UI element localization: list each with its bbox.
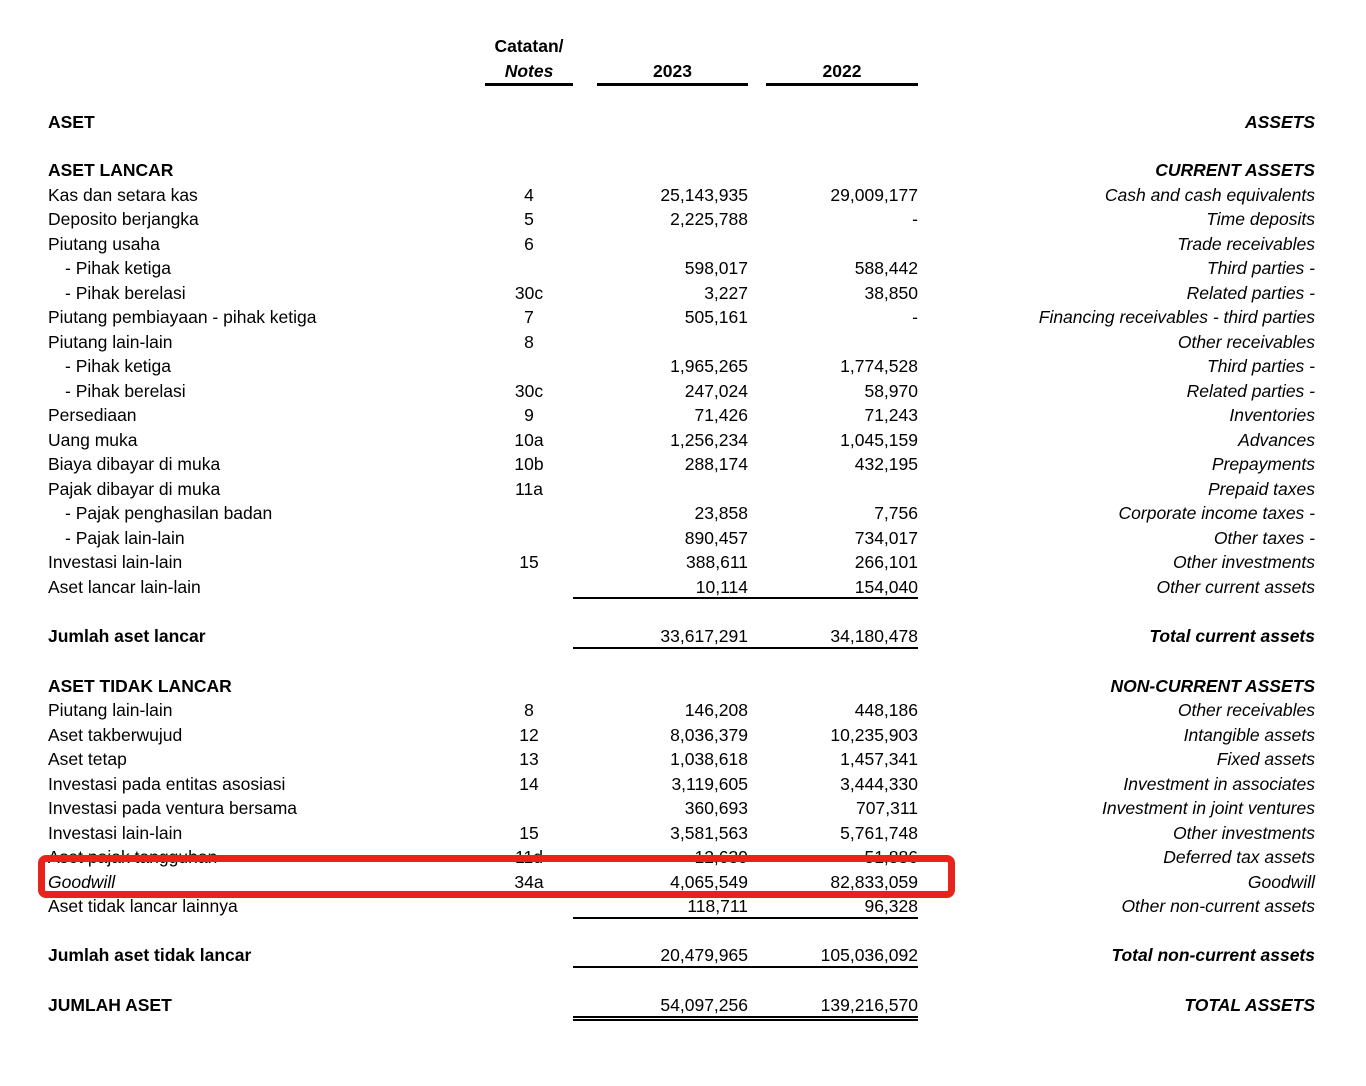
row-note-reference (485, 575, 573, 600)
spacer (485, 943, 573, 968)
row-note-reference: 34a (514, 871, 544, 892)
row-label-indonesian: - Pajak penghasilan badan (65, 503, 273, 523)
grand-total-label-english: TOTAL ASSETS (1184, 995, 1315, 1015)
row-value-2022: 448,186 (854, 700, 918, 720)
noncurrent-assets-rows (48, 698, 1315, 919)
row-value-2022: 38,850 (864, 282, 918, 303)
row-value-2022 (748, 477, 918, 502)
current-assets-heading-row (48, 158, 1315, 183)
table-row (48, 305, 1315, 330)
row-label-english: Corporate income taxes - (1118, 503, 1315, 523)
row-note-reference: 30c (514, 282, 544, 303)
spacer (918, 59, 1315, 86)
table-row (48, 379, 1315, 404)
row-note-reference: 8 (524, 700, 534, 720)
table-row (48, 796, 1315, 821)
row-value-2023: 71,426 (694, 405, 748, 425)
table-row (48, 575, 1315, 600)
row-label-indonesian: Investasi pada entitas asosiasi (48, 773, 286, 794)
row-label-english: Cash and cash equivalents (1104, 184, 1315, 205)
col-header-year-2023-cell (573, 59, 748, 86)
table-row (48, 845, 1315, 870)
row-note-reference: 11d (515, 847, 543, 867)
row-label-english: Trade receivables (1177, 233, 1315, 254)
row-value-2023: 288,174 (684, 454, 748, 474)
title-indonesian: ASET (48, 112, 95, 132)
row-label-indonesian: Aset lancar lain-lain (48, 576, 201, 597)
total-value-2023: 33,617,291 (573, 624, 748, 649)
column-header-row-1 (48, 33, 1315, 59)
row-note-reference (485, 894, 573, 919)
table-row (48, 747, 1315, 772)
row-label-indonesian: Deposito berjangka (48, 209, 199, 229)
row-value-2023: 146,208 (684, 700, 748, 720)
row-label-indonesian: - Pihak berelasi (65, 380, 186, 401)
row-value-2022: 707,311 (856, 798, 918, 818)
row-value-2023: 1,256,234 (670, 429, 748, 450)
row-note-reference: 14 (519, 773, 539, 794)
row-label-indonesian: - Pihak berelasi (65, 282, 186, 303)
row-value-2023: 25,143,935 (660, 184, 748, 205)
row-label-english: Intangible assets (1183, 724, 1315, 745)
row-label-english: Investment in associates (1123, 773, 1315, 794)
row-label-english: Prepayments (1211, 454, 1315, 474)
row-label-english: Fixed assets (1216, 749, 1315, 769)
total-label-english: Total current assets (1149, 626, 1315, 646)
table-row (48, 281, 1315, 306)
table-row (48, 550, 1315, 575)
row-label-indonesian: Kas dan setara kas (48, 184, 198, 205)
section-heading-indonesian: ASET TIDAK LANCAR (48, 675, 232, 696)
row-label-english: Advances (1238, 429, 1315, 450)
row-value-2022: 266,101 (854, 552, 918, 572)
row-value-2023: 2,225,788 (670, 209, 748, 229)
row-value-2022: 734,017 (854, 527, 918, 548)
row-value-2023: 247,024 (684, 380, 748, 401)
row-label-indonesian: Piutang pembiayaan - pihak ketiga (48, 307, 317, 327)
row-note-reference: 11a (515, 478, 543, 499)
spacer (748, 110, 918, 135)
row-value-2022: 96,328 (748, 894, 918, 919)
row-value-2022: 3,444,330 (840, 773, 918, 794)
table-row (48, 723, 1315, 748)
row-value-2022: 58,970 (864, 380, 918, 401)
spacer (485, 110, 573, 135)
title-english: ASSETS (1244, 112, 1315, 132)
row-value-2023: 890,457 (684, 527, 748, 548)
row-value-2022: 1,457,341 (840, 749, 918, 769)
row-label-indonesian: Uang muka (48, 429, 138, 450)
row-value-2022: 29,009,177 (830, 184, 918, 205)
row-label-indonesian: - Pihak ketiga (65, 356, 172, 376)
spacer (573, 158, 748, 183)
row-label-indonesian: Piutang lain-lain (48, 700, 173, 720)
row-note-reference: 9 (524, 405, 534, 425)
row-label-indonesian: Investasi pada ventura bersama (48, 798, 298, 818)
row-value-2022: 10,235,903 (830, 724, 918, 745)
row-note-reference (485, 256, 573, 281)
row-value-2022: 588,442 (854, 258, 918, 278)
statement-title-row (48, 110, 1315, 135)
spacer (748, 674, 918, 699)
row-value-2022: 1,045,159 (840, 429, 918, 450)
row-note-reference: 15 (519, 552, 539, 572)
total-label-english: Total non-current assets (1111, 945, 1315, 965)
row-label-indonesian: Piutang lain-lain (48, 331, 173, 352)
row-note-reference: 10a (514, 429, 544, 450)
row-label-indonesian: Aset tidak lancar lainnya (48, 896, 238, 916)
row-label-indonesian: Aset pajak tangguhan (48, 847, 218, 867)
row-label-english: Other investments (1173, 552, 1315, 572)
row-value-2023: 3,581,563 (670, 822, 748, 843)
current-assets-rows (48, 183, 1315, 600)
row-note-reference (485, 526, 573, 551)
table-row (48, 452, 1315, 477)
row-label-english: Goodwill (1247, 871, 1315, 892)
row-label-english: Third parties - (1207, 258, 1315, 278)
row-label-english: Related parties - (1186, 380, 1315, 401)
row-label-english: Related parties - (1186, 282, 1315, 303)
col-header-notes: Notes (485, 59, 573, 86)
noncurrent-assets-heading-row (48, 674, 1315, 699)
row-label-indonesian: - Pajak lain-lain (65, 527, 185, 548)
row-label-english: Other current assets (1156, 576, 1315, 597)
row-label-english: Other investments (1173, 822, 1315, 843)
row-note-reference: 5 (524, 209, 534, 229)
row-label-english: Financing receivables - third parties (1038, 307, 1315, 327)
section-heading-english: CURRENT ASSETS (1155, 160, 1315, 180)
row-label-english: Other taxes - (1213, 527, 1315, 548)
section-heading-english: NON-CURRENT ASSETS (1110, 675, 1315, 696)
row-value-2023: 505,161 (684, 307, 748, 327)
row-value-2023 (573, 330, 748, 355)
row-value-2023: 118,711 (573, 894, 748, 919)
table-row (48, 330, 1315, 355)
row-value-2023: 3,227 (704, 282, 748, 303)
row-label-indonesian: Biaya dibayar di muka (48, 454, 221, 474)
row-value-2022: 432,195 (854, 454, 918, 474)
row-value-2022: 5,761,748 (840, 822, 918, 843)
col-header-year-2022-cell (748, 59, 918, 86)
total-noncurrent-assets-row (48, 943, 1315, 968)
total-value-2022: 105,036,092 (748, 943, 918, 968)
spacer (573, 674, 748, 699)
table-row (48, 183, 1315, 208)
row-value-2023: 4,065,549 (670, 871, 748, 892)
total-current-assets-row (48, 624, 1315, 649)
row-note-reference: 7 (524, 307, 534, 327)
col-header-2023: 2023 (597, 59, 748, 86)
row-value-2023: 3,119,605 (671, 773, 748, 794)
grand-total-label-indonesian: JUMLAH ASET (48, 995, 172, 1015)
spacer (573, 33, 748, 59)
row-value-2023: 10,114 (573, 575, 748, 600)
table-row (48, 870, 1315, 895)
row-value-2023: 1,038,618 (670, 749, 748, 769)
row-label-english: Investment in joint ventures (1101, 798, 1315, 818)
row-note-reference: 12 (519, 724, 539, 745)
row-label-english: Deferred tax assets (1163, 847, 1315, 867)
spacer (485, 993, 573, 1018)
row-note-reference: 10b (514, 454, 544, 474)
row-value-2023: 388,611 (686, 552, 748, 572)
row-label-english: Third parties - (1207, 356, 1315, 376)
row-label-indonesian: - Pihak ketiga (65, 258, 172, 278)
row-label-english: Other receivables (1177, 331, 1315, 352)
row-note-reference: 8 (524, 331, 534, 352)
row-value-2023: 598,017 (684, 258, 748, 278)
spacer (573, 110, 748, 135)
table-row (48, 501, 1315, 526)
row-label-indonesian: Aset tetap (48, 749, 127, 769)
table-row (48, 403, 1315, 428)
table-row (48, 821, 1315, 846)
row-value-2022: 82,833,059 (830, 871, 918, 892)
row-value-2023 (573, 232, 748, 257)
table-row (48, 428, 1315, 453)
grand-total-value-2023: 54,097,256 (573, 993, 748, 1018)
row-value-2022: 51,886 (864, 847, 918, 867)
row-label-indonesian: Investasi lain-lain (48, 552, 183, 572)
row-label-english: Other non-current assets (1121, 896, 1315, 916)
row-value-2023: 8,036,379 (670, 724, 748, 745)
row-value-2022: - (912, 307, 918, 327)
row-value-2022 (748, 330, 918, 355)
row-value-2023: 360,693 (684, 798, 748, 818)
table-row (48, 256, 1315, 281)
table-row (48, 354, 1315, 379)
spacer (48, 59, 485, 86)
spacer (918, 33, 1315, 59)
row-value-2022: - (912, 209, 918, 229)
spacer (485, 674, 573, 699)
row-value-2022: 1,774,528 (840, 356, 918, 376)
row-note-reference: 30c (514, 380, 544, 401)
spacer (485, 158, 573, 183)
table-row (48, 477, 1315, 502)
row-note-reference: 4 (524, 184, 534, 205)
row-value-2022: 7,756 (874, 503, 918, 523)
row-value-2023: 12,639 (694, 847, 748, 867)
row-note-reference: 6 (524, 233, 534, 254)
table-row (48, 232, 1315, 257)
column-header-row-2 (48, 59, 1315, 86)
spacer (485, 624, 573, 649)
row-label-english: Inventories (1229, 405, 1315, 425)
total-assets-row (48, 993, 1315, 1018)
row-value-2023: 1,965,265 (670, 356, 748, 376)
col-header-2022: 2022 (766, 59, 918, 86)
total-value-2022: 34,180,478 (748, 624, 918, 649)
row-value-2023 (573, 477, 748, 502)
total-label-indonesian: Jumlah aset lancar (48, 626, 206, 646)
row-value-2022: 71,243 (864, 405, 918, 425)
table-row (48, 698, 1315, 723)
row-value-2022: 154,040 (748, 575, 918, 600)
row-note-reference: 13 (519, 749, 539, 769)
row-value-2022 (748, 232, 918, 257)
row-note-reference (485, 354, 573, 379)
row-label-indonesian: Aset takberwujud (48, 724, 183, 745)
grand-total-value-2022: 139,216,570 (748, 993, 918, 1018)
row-value-2023: 23,858 (694, 503, 748, 523)
row-label-english: Prepaid taxes (1207, 478, 1315, 499)
section-heading-indonesian: ASET LANCAR (48, 160, 174, 180)
row-label-english: Time deposits (1206, 209, 1315, 229)
row-label-indonesian: Investasi lain-lain (48, 822, 183, 843)
table-row (48, 772, 1315, 797)
row-label-english: Other receivables (1177, 700, 1315, 720)
row-note-reference (485, 796, 573, 821)
total-label-indonesian: Jumlah aset tidak lancar (48, 945, 252, 965)
row-label-indonesian: Pajak dibayar di muka (48, 478, 221, 499)
row-note-reference (485, 501, 573, 526)
col-header-catatan: Catatan/ (494, 36, 564, 56)
total-value-2023: 20,479,965 (573, 943, 748, 968)
row-label-indonesian: Piutang usaha (48, 233, 160, 254)
spacer (48, 33, 485, 59)
table-row (48, 526, 1315, 551)
row-label-indonesian: Goodwill (48, 871, 116, 892)
table-row (48, 894, 1315, 919)
table-row (48, 207, 1315, 232)
spacer (748, 158, 918, 183)
spacer (748, 33, 918, 59)
row-note-reference: 15 (519, 822, 539, 843)
row-label-indonesian: Persediaan (48, 405, 137, 425)
